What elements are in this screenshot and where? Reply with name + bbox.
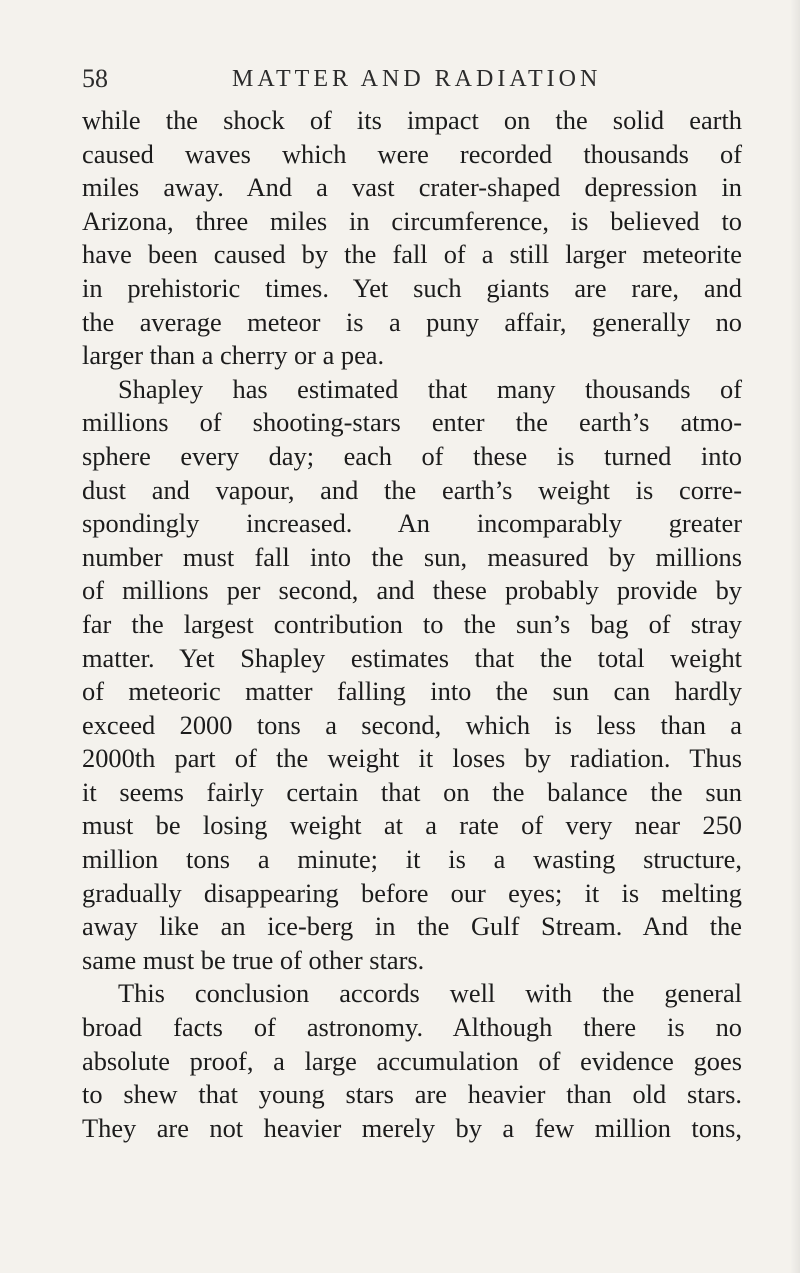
text-line: in prehistoric times. Yet such giants are rare, and: [82, 272, 742, 303]
text-line: while the shock of its impact on the solid earth: [82, 105, 742, 135]
body-text: [82, 104, 742, 1145]
page-header: [82, 62, 742, 98]
text-line: of millions per second, and these probably provide by: [82, 575, 742, 606]
text-line: larger than a cherry or a pea.: [82, 340, 385, 371]
text-line: must be losing weight at a rate of very near 250: [82, 810, 742, 841]
text-line: spondingly increased. An incomparably greater: [82, 508, 742, 539]
text-line: it seems fairly certain that on the balance the sun: [82, 776, 742, 807]
text-line: Arizona, three miles in circumference, is believed to: [82, 205, 742, 236]
text-line: millions of shooting-stars enter the earth’s atmo-: [82, 407, 742, 438]
text-line: million tons a minute; it is a wasting structure,: [82, 844, 742, 875]
text-line: same must be true of other stars.: [82, 944, 425, 975]
text-line: sphere every day; each of these is turned into: [82, 440, 742, 471]
text-line: caused waves which were recorded thousands of: [82, 138, 742, 169]
paragraph-start-line: Shapley has estimated that many thousands of: [118, 373, 742, 404]
page-number: 58: [82, 64, 108, 93]
text-line: dust and vapour, and the earth’s weight is corre-: [82, 474, 742, 505]
text-line: away like an ice-berg in the Gulf Stream. And the: [82, 911, 742, 942]
text-line: far the largest contribution to the sun’s bag of stray: [82, 608, 742, 639]
running-title: MATTER AND RADIATION: [232, 66, 602, 92]
text-line: 2000th part of the weight it loses by radiation. Thus: [82, 743, 742, 774]
text-line: broad facts of astronomy. Although there is no: [82, 1012, 742, 1043]
text-line: They are not heavier merely by a few million tons,: [82, 1112, 742, 1143]
text-line: absolute proof, a large accumulation of evidence goes: [82, 1045, 742, 1076]
paragraph-start-line: This conclusion accords well with the general: [118, 978, 742, 1009]
text-line: exceed 2000 tons a second, which is less than a: [82, 709, 742, 740]
text-line: to shew that young stars are heavier than old stars.: [82, 1079, 742, 1110]
text-line: number must fall into the sun, measured by millions: [82, 541, 742, 572]
text-line: matter. Yet Shapley estimates that the total weight: [82, 642, 742, 673]
text-line: gradually disappearing before our eyes; it is melting: [82, 877, 742, 908]
text-line: of meteoric matter falling into the sun can hardly: [82, 676, 742, 707]
text-line: the average meteor is a puny affair, generally no: [82, 306, 742, 337]
text-line: miles away. And a vast crater-shaped depression in: [82, 172, 742, 203]
text-line: have been caused by the fall of a still larger meteorite: [82, 239, 742, 270]
page-edge-shadow: [790, 0, 800, 1273]
